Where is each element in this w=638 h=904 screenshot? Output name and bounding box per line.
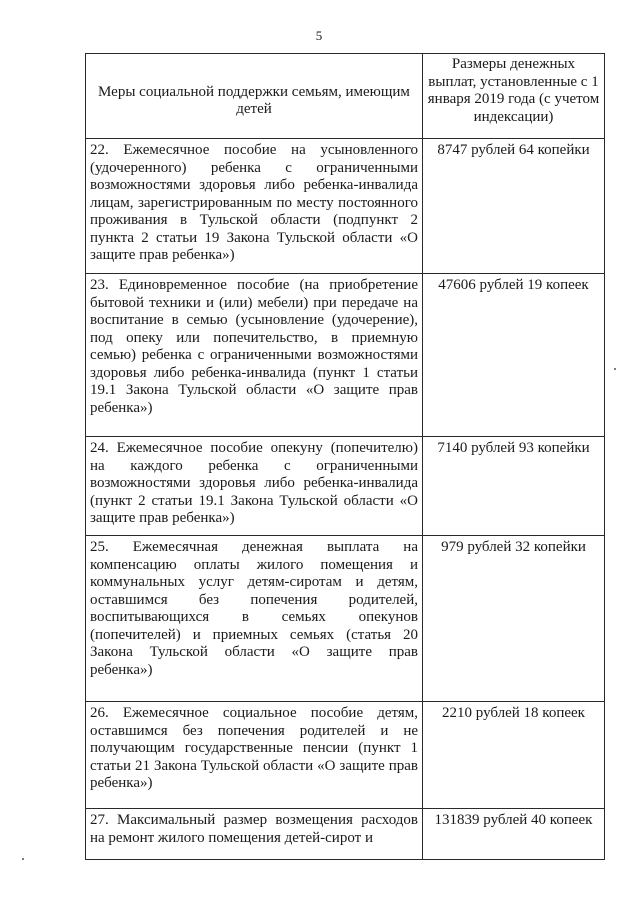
measure-cell: 23. Единовременное пособие (на приобретение бытовой техники и (или) мебели) при передаче на воспитание в семью (усыновление (удочерение), под опеку или попечительство, в приемную семью) ребенка с ограниченными возможностями здоровья либо ребенка-инвалида (пункт 1 статьи 19.1 Закона Тульской области «О защите прав ребенка») — [86, 274, 423, 437]
table-row — [86, 809, 605, 860]
page-number: 5 — [315, 28, 323, 43]
measure-cell: 25. Ежемесячная денежная выплата на компенсацию оплаты жилого помещения и коммунальных услуг детям-сиротам и детям, оставшимся без попечения родителей, воспитывающихся в семьях опекунов (попечителей) и приемных семьях (статья 20 Закона Тульской области «О защите прав ребенка») — [86, 536, 423, 702]
amount-cell: 2210 рублей 18 копеек — [423, 702, 605, 809]
table-row — [86, 536, 605, 702]
measure-cell: 22. Ежемесячное пособие на усыновленного (удочеренного) ребенка с ограниченными возможностями здоровья либо ребенка-инвалида лицам, зарегистрированным по месту постоянного проживания в Тульской области (подпункт 2 пункта 2 статьи 19 Закона Тульской области «О защите прав ребенка») — [86, 139, 423, 274]
measure-cell: 26. Ежемесячное социальное пособие детям, оставшимся без попечения родителей и не получающим государственные пенсии (пункт 1 статьи 21 Закона Тульской области «О защите прав ребенка») — [86, 702, 423, 809]
measure-cell: 27. Максимальный размер возмещения расходов на ремонт жилого помещения детей-сирот и — [86, 809, 423, 860]
table-header-row — [86, 54, 605, 139]
amount-cell: 131839 рублей 40 копеек — [423, 809, 605, 860]
scan-speck — [614, 368, 616, 370]
table-row — [86, 274, 605, 437]
amount-cell: 8747 рублей 64 копейки — [423, 139, 605, 274]
measure-cell: 24. Ежемесячное пособие опекуну (попечителю) на каждого ребенка с ограниченными возможностями здоровья либо ребенка-инвалида (пункт 2 статьи 19.1 Закона Тульской области «О защите прав ребенка») — [86, 437, 423, 536]
amount-cell: 7140 рублей 93 копейки — [423, 437, 605, 536]
table-row — [86, 702, 605, 809]
table-row — [86, 437, 605, 536]
benefits-table — [85, 53, 605, 860]
amount-cell: 47606 рублей 19 копеек — [423, 274, 605, 437]
table-row — [86, 139, 605, 274]
amount-cell: 979 рублей 32 копейки — [423, 536, 605, 702]
scan-speck — [22, 858, 24, 860]
header-measure: Меры социальной поддержки семьям, имеющим детей — [86, 54, 423, 139]
header-amount: Размеры денежных выплат, установленные с 1 января 2019 года (с учетом индексации) — [423, 54, 605, 139]
